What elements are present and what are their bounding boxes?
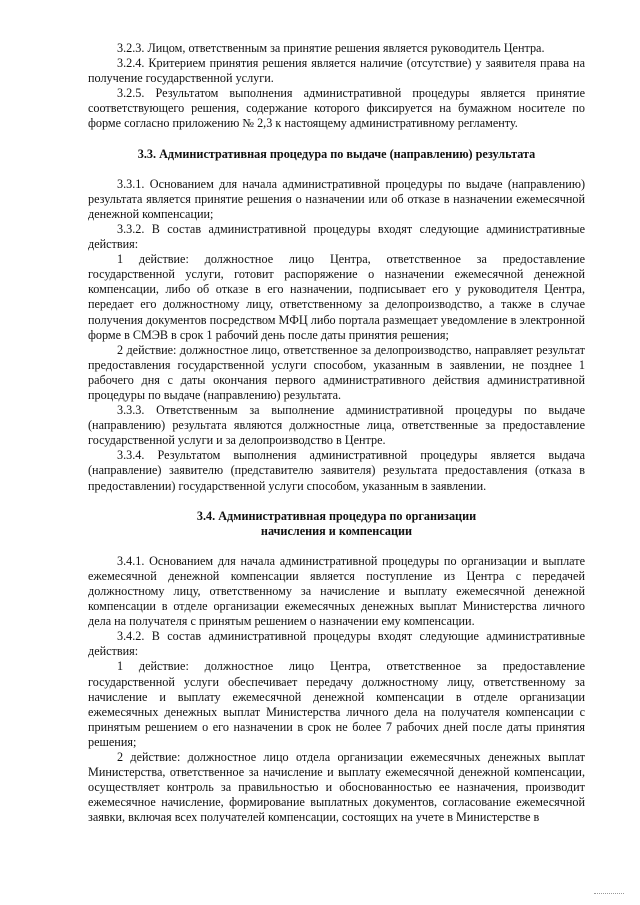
spacer — [88, 494, 585, 509]
paragraph-action-2: 2 действие: должностное лицо, ответственное за делопроизводство, направляет результат предоставления государственной услуги способом, указанным в заявлении, не позднее 1 рабочего дня с даты окончания первого административного действия административной процедуры по выдаче (направлению) результата. — [88, 342, 585, 402]
heading-3-4-line1: 3.4. Административная процедура по организации — [196, 508, 477, 523]
paragraph-3-4-action-1: 1 действие: должностное лицо Центра, ответственное за предоставление государственной услуги обеспечивает передачу должностному лицу, ответственному за начисление и выплату ежемесячной денежной компенсации в отделе организации ежемесячных денежных выплат Министерства личного дела на получателя компенсации с принятым решением о его назначении в срок не более 7 рабочих дней после даты принятия решения; — [88, 659, 585, 749]
paragraph-3-4-1: 3.4.1. Основанием для начала административной процедуры по организации и выплате ежемесячной денежной компенсации является поступление из Центра с передачей должностному лицу, ответственному за начисление и выплату ежемесячной денежной компенсации в отделе организации ежемесячных денежных выплат Министерства личного дела на получателя с принятым решением о назначении ему компенсации. — [88, 553, 585, 629]
paragraph-3-3-3: 3.3.3. Ответственным за выполнение административной процедуры по выдаче (направлению) результата являются должностные лица, ответственные за предоставление государственной услуги и за делопроизводство в Центре. — [88, 403, 585, 448]
paragraph-3-3-1: 3.3.1. Основанием для начала административной процедуры по выдаче (направлению) результата является принятие решения о назначении или об отказе в назначении ежемесячной денежной компенсации; — [88, 176, 585, 221]
paragraph-action-1: 1 действие: должностное лицо Центра, ответственное за предоставление государственной услуги, готовит распоряжение о назначении ежемесячной денежной компенсации, либо об отказе в его назначении, подписывает его у руководителя Центра, передает его должностному лицу, ответственному за делопроизводство, а также в случае получения документов посредством МФЦ либо портала размещает уведомление в электронной форме в СМЭВ в срок 1 рабочий день после даты принятия решения; — [88, 252, 585, 342]
paragraph-3-3-2: 3.3.2. В состав административной процедуры входят следующие административные действия: — [88, 221, 585, 252]
spacer — [88, 539, 585, 554]
paragraph-3-2-5: 3.2.5. Результатом выполнения административной процедуры является принятие соответствующего решения, содержание которого фиксируется на бумажном носителе по форме согласно приложению № 2,3 к настоящему административному регламенту. — [88, 86, 585, 131]
paragraph-3-2-4: 3.2.4. Критерием принятия решения является наличие (отсутствие) у заявителя права на получение государственной услуги. — [88, 56, 585, 86]
spacer — [88, 132, 585, 147]
heading-3-3: 3.3. Административная процедура по выдаче (направлению) результата — [137, 146, 536, 161]
paragraph-3-4-2: 3.4.2. В состав административной процедуры входят следующие административные действия: — [88, 629, 585, 659]
spacer — [88, 162, 585, 177]
paragraph-3-2-3: 3.2.3. Лицом, ответственным за принятие решения является руководитель Центра. — [117, 41, 545, 55]
paragraph-3-4-action-2: 2 действие: должностное лицо отдела организации ежемесячных денежных выплат Министерства, ответственное за начисление и выплату ежемесячной денежной компенсации, осуществляет контроль за правильностью и обоснованностью ее назначения, производит ежемесячное начисление, формирование выплатных документов, согласование ежемесячной заявки, включая всех получателей компенсации, состоящих на учете в Министерстве в — [88, 750, 585, 825]
scan-artifact — [594, 893, 624, 898]
document-body — [88, 41, 585, 826]
paragraph-3-3-4: 3.3.4. Результатом выполнения административной процедуры является выдача (направление) заявителю (представителю заявителя) результата предоставления (отказа в предоставлении) государственной услуги способом, указанным в заявлении. — [88, 448, 585, 493]
heading-3-4-line2: начисления и компенсации — [260, 523, 413, 538]
